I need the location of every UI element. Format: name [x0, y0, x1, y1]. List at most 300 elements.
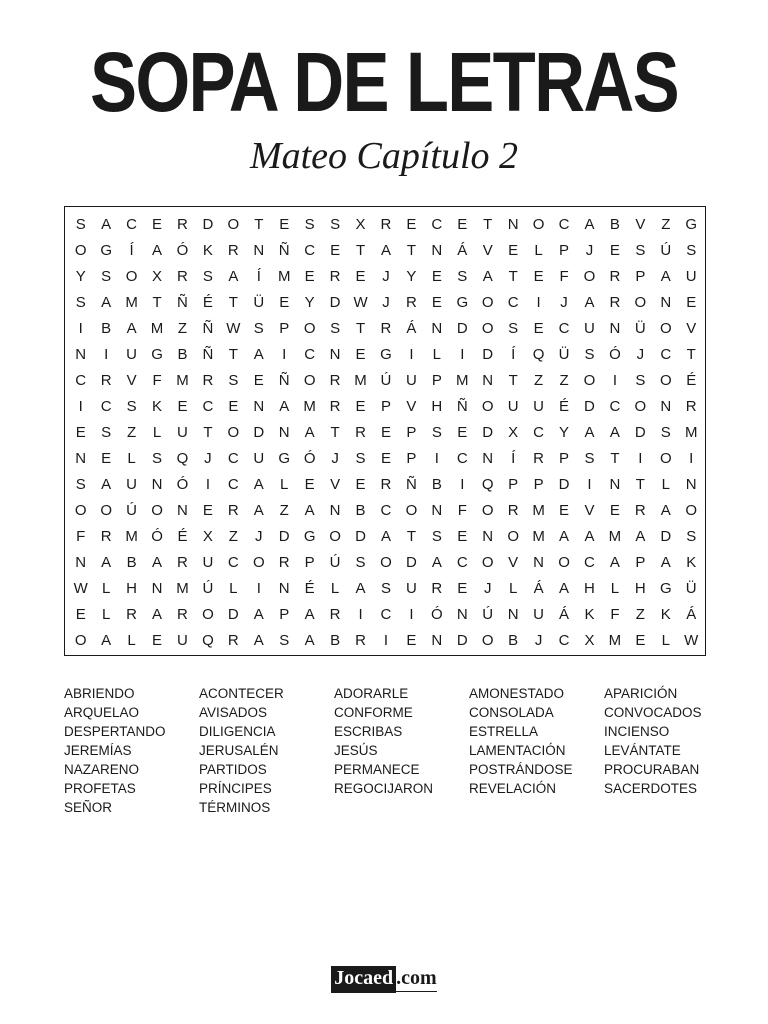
grid-letter: Á	[533, 580, 544, 597]
grid-letter: R	[329, 398, 341, 415]
grid-letter: I	[434, 450, 439, 467]
word-list-item: CONSOLADA	[469, 705, 554, 720]
grid-letter: Ó	[431, 606, 443, 623]
grid-letter: I	[358, 606, 363, 623]
word-list	[64, 684, 744, 817]
grid-letter: C	[558, 216, 570, 233]
grid-letter: O	[74, 632, 87, 649]
grid-letter: X	[355, 216, 366, 233]
grid-letter: N	[431, 320, 443, 337]
grid-letter: A	[253, 606, 264, 623]
grid-letter: P	[559, 450, 570, 467]
grid-letter: R	[609, 268, 621, 285]
grid-letter: G	[278, 450, 291, 467]
grid-letter: O	[481, 502, 494, 519]
grid-letter: N	[253, 242, 265, 259]
grid-letter: G	[380, 346, 392, 363]
grid-letter: A	[228, 268, 239, 285]
grid-letter: M	[532, 502, 545, 519]
grid-letter: U	[177, 424, 188, 441]
grid-letter: H	[584, 580, 595, 597]
grid-letter: E	[457, 528, 468, 545]
grid-letter: J	[204, 450, 212, 467]
grid-letter: N	[75, 346, 87, 363]
grid-letter: N	[507, 606, 519, 623]
grid-letter: Ó	[151, 528, 163, 545]
grid-letter: R	[431, 580, 443, 597]
grid-letter: Ú	[482, 606, 494, 623]
grid-letter: Ñ	[202, 346, 214, 363]
grid-letter: Ó	[609, 346, 621, 363]
grid-letter: E	[380, 450, 391, 467]
grid-letter: B	[101, 320, 112, 337]
grid-letter: Z	[177, 320, 188, 337]
grid-letter: Ú	[126, 502, 138, 519]
grid-letter: R	[405, 294, 417, 311]
grid-letter: S	[101, 268, 112, 285]
grid-letter: Q	[481, 476, 494, 493]
grid-letter: E	[406, 632, 417, 649]
grid-letter: É	[177, 528, 188, 545]
grid-letter: R	[634, 502, 646, 519]
grid-letter: L	[127, 632, 136, 649]
word-list-item: PROCURABAN	[604, 762, 700, 777]
grid-letter: V	[482, 242, 493, 259]
grid-letter: S	[279, 632, 290, 649]
grid-letter: B	[330, 632, 341, 649]
grid-letter: L	[432, 346, 442, 363]
grid-letter: Q	[532, 346, 545, 363]
grid-letter: Ü	[634, 320, 646, 337]
grid-letter: O	[125, 268, 138, 285]
grid-letter: P	[635, 554, 646, 571]
grid-letter: K	[686, 554, 697, 571]
grid-letter: P	[406, 424, 417, 441]
grid-letter: T	[686, 346, 696, 363]
grid-letter: I	[689, 450, 694, 467]
grid-letter: I	[460, 476, 465, 493]
grid-letter: R	[227, 502, 239, 519]
grid-letter: I	[282, 346, 287, 363]
grid-letter: E	[406, 216, 417, 233]
grid-letter: M	[684, 424, 698, 441]
grid-letter: R	[227, 632, 239, 649]
grid-letter: G	[151, 346, 163, 363]
grid-letter: E	[330, 242, 341, 259]
grid-letter: Ü	[558, 346, 570, 363]
grid-letter: E	[508, 242, 519, 259]
grid-letter: N	[75, 450, 87, 467]
grid-letter: Ú	[329, 554, 341, 571]
grid-letter: Y	[304, 294, 315, 311]
grid-letter: P	[380, 398, 391, 415]
grid-letter: O	[634, 398, 647, 415]
grid-letter: O	[227, 216, 240, 233]
grid-letter: A	[253, 502, 264, 519]
grid-letter: D	[482, 346, 494, 363]
grid-letter: É	[304, 580, 315, 597]
grid-letter: N	[660, 294, 672, 311]
grid-letter: S	[304, 216, 315, 233]
grid-letter: V	[635, 216, 646, 233]
grid-letter: E	[355, 268, 366, 285]
grid-letter: A	[304, 632, 315, 649]
grid-letter: C	[609, 398, 621, 415]
grid-letter: R	[100, 372, 112, 389]
grid-letter: F	[457, 502, 467, 519]
grid-letter: Ñ	[405, 476, 417, 493]
grid-letter: T	[330, 424, 340, 441]
grid-letter: L	[508, 580, 518, 597]
grid-letter: X	[202, 528, 213, 545]
grid-letter: A	[559, 528, 570, 545]
grid-letter: O	[481, 320, 494, 337]
grid-letter: V	[330, 476, 341, 493]
word-list-item: AVISADOS	[199, 705, 268, 720]
grid-letter: A	[431, 554, 442, 571]
grid-letter: M	[277, 268, 291, 285]
grid-letter: L	[101, 580, 111, 597]
grid-letter: I	[256, 580, 261, 597]
grid-letter: O	[405, 502, 418, 519]
grid-letter: M	[125, 294, 138, 311]
grid-letter: I	[78, 320, 83, 337]
grid-letter: A	[482, 268, 493, 285]
grid-letter: M	[150, 320, 164, 337]
grid-letter: B	[355, 502, 366, 519]
grid-letter: N	[685, 476, 697, 493]
grid-letter: N	[482, 372, 494, 389]
grid-letter: D	[482, 424, 494, 441]
grid-letter: R	[533, 450, 545, 467]
grid-letter: H	[431, 398, 443, 415]
grid-letter: C	[507, 294, 519, 311]
grid-letter: J	[382, 294, 390, 311]
grid-letter: V	[686, 320, 697, 337]
grid-letter: Á	[686, 606, 697, 623]
grid-letter: R	[227, 242, 239, 259]
grid-letter: O	[659, 450, 672, 467]
grid-letter: V	[126, 372, 137, 389]
grid-letter: V	[508, 554, 519, 571]
grid-letter: C	[660, 346, 672, 363]
grid-letter: N	[151, 580, 163, 597]
grid-letter: A	[152, 554, 163, 571]
grid-letter: R	[380, 216, 392, 233]
grid-letter: A	[304, 606, 315, 623]
grid-letter: L	[101, 606, 111, 623]
grid-letter: M	[176, 372, 189, 389]
grid-letter: D	[329, 294, 341, 311]
grid-letter: E	[533, 268, 544, 285]
grid-letter: H	[634, 580, 646, 597]
grid-letter: C	[126, 216, 138, 233]
grid-letter: F	[76, 528, 86, 545]
page-title: SOPA DE LETRAS	[89, 35, 679, 129]
grid-letter: E	[304, 476, 315, 493]
grid-letter: I	[612, 372, 617, 389]
grid-letter: A	[355, 580, 366, 597]
grid-letter: P	[508, 476, 519, 493]
grid-letter: E	[609, 242, 620, 259]
grid-letter: A	[253, 632, 264, 649]
grid-letter: S	[228, 372, 239, 389]
grid-letter: I	[78, 398, 83, 415]
grid-letter: Y	[406, 268, 417, 285]
grid-letter: M	[176, 580, 189, 597]
grid-letter: A	[304, 424, 315, 441]
grid-letter: N	[507, 216, 519, 233]
grid-letter: M	[456, 372, 469, 389]
grid-letter: E	[457, 580, 468, 597]
grid-letter: A	[152, 242, 163, 259]
word-list-item: REGOCIJARON	[334, 781, 434, 796]
grid-letter: I	[460, 346, 465, 363]
grid-letter: M	[125, 528, 138, 545]
grid-letter: É	[559, 398, 570, 415]
grid-letter: M	[303, 398, 316, 415]
grid-letter: U	[202, 554, 214, 571]
grid-letter: N	[609, 320, 621, 337]
grid-letter: O	[481, 632, 494, 649]
word-list-item: REVELACIÓN	[469, 781, 557, 796]
grid-letter: N	[329, 502, 341, 519]
grid-letter: R	[609, 294, 621, 311]
word-list-item: ARQUELAO	[64, 705, 140, 720]
grid-letter: D	[355, 528, 366, 545]
grid-letter: T	[203, 424, 213, 441]
word-list-item: CONFORME	[334, 705, 413, 720]
grid-letter: Z	[127, 424, 137, 441]
grid-letter: H	[126, 580, 138, 597]
grid-letter: P	[304, 554, 315, 571]
word-list-item: SEÑOR	[64, 800, 113, 815]
grid-letter: D	[405, 554, 417, 571]
logo-brand: Jocaed	[331, 966, 396, 993]
grid-letter: G	[685, 216, 698, 233]
grid-letter: S	[584, 450, 595, 467]
grid-letter: O	[634, 294, 647, 311]
word-list-item: JESÚS	[334, 743, 378, 758]
grid-letter: J	[585, 242, 594, 259]
grid-letter: O	[507, 528, 519, 545]
word-list-item: ADORARLE	[334, 686, 409, 701]
grid-letter: N	[431, 502, 443, 519]
grid-letter: E	[559, 502, 570, 519]
grid-letter: Z	[559, 372, 569, 389]
grid-letter: E	[304, 268, 315, 285]
grid-letter: Ú	[660, 242, 672, 259]
grid-letter: B	[431, 476, 442, 493]
grid-letter: R	[329, 606, 341, 623]
grid-letter: R	[126, 606, 138, 623]
grid-letter: A	[584, 216, 595, 233]
grid-letter: G	[659, 580, 672, 597]
grid-letter: Ó	[176, 476, 189, 493]
grid-letter: Ñ	[177, 294, 188, 311]
grid-letter: N	[456, 606, 468, 623]
word-list-item: ACONTECER	[199, 686, 284, 701]
word-list-item: DESPERTANDO	[64, 724, 166, 739]
grid-letter: N	[151, 476, 163, 493]
word-list-item: TÉRMINOS	[199, 800, 271, 815]
letter-grid	[68, 212, 704, 654]
grid-letter: U	[507, 398, 519, 415]
grid-letter: Z	[279, 502, 289, 519]
grid-letter: R	[507, 502, 519, 519]
grid-letter: J	[636, 346, 645, 363]
grid-letter: E	[355, 346, 366, 363]
grid-letter: T	[152, 294, 162, 311]
grid-letter: L	[152, 424, 162, 441]
grid-letter: D	[278, 528, 290, 545]
grid-letter: R	[278, 554, 290, 571]
grid-letter: I	[409, 606, 414, 623]
grid-letter: O	[252, 554, 265, 571]
grid-letter: O	[202, 606, 214, 623]
grid-letter: E	[202, 502, 213, 519]
grid-letter: U	[584, 320, 595, 337]
grid-letter: C	[227, 450, 239, 467]
grid-letter: W	[684, 632, 699, 649]
word-list-item: ESTRELLA	[469, 724, 539, 739]
grid-letter: Ú	[202, 580, 214, 597]
grid-letter: T	[406, 528, 416, 545]
grid-letter: N	[482, 528, 494, 545]
word-list-item: CONVOCADOS	[604, 705, 702, 720]
grid-letter: A	[380, 242, 391, 259]
grid-letter: D	[253, 424, 265, 441]
grid-letter: A	[101, 554, 112, 571]
grid-letter: R	[380, 320, 392, 337]
grid-letter: N	[253, 398, 265, 415]
word-list-item: APARICIÓN	[604, 686, 678, 701]
grid-letter: G	[100, 242, 112, 259]
grid-letter: N	[482, 450, 494, 467]
grid-letter: Ü	[253, 294, 265, 311]
grid-letter: N	[177, 502, 188, 519]
grid-letter: R	[329, 372, 341, 389]
grid-letter: O	[532, 216, 545, 233]
grid-letter: Ó	[303, 450, 316, 467]
grid-letter: U	[533, 606, 545, 623]
grid-letter: S	[75, 476, 86, 493]
grid-letter: A	[126, 320, 137, 337]
grid-letter: L	[534, 242, 543, 259]
grid-letter: R	[202, 372, 214, 389]
grid-letter: E	[152, 632, 163, 649]
word-list-item: PRÍNCIPES	[199, 781, 272, 796]
grid-letter: C	[304, 242, 316, 259]
grid-letter: P	[635, 268, 646, 285]
grid-letter: Ó	[176, 242, 189, 259]
word-list-item: SACERDOTES	[604, 781, 698, 796]
grid-letter: S	[686, 528, 697, 545]
grid-letter: S	[253, 320, 264, 337]
grid-letter: T	[254, 216, 264, 233]
grid-letter: N	[609, 476, 621, 493]
grid-letter: L	[661, 632, 670, 649]
grid-letter: É	[686, 372, 697, 389]
grid-letter: O	[481, 398, 494, 415]
word-search-grid	[64, 206, 706, 656]
grid-letter: I	[638, 450, 643, 467]
grid-letter: T	[355, 242, 366, 259]
grid-letter: I	[383, 632, 389, 649]
grid-letter: A	[635, 528, 646, 545]
grid-letter: Á	[457, 242, 468, 259]
grid-letter: C	[456, 450, 468, 467]
grid-letter: C	[584, 554, 595, 571]
grid-letter: E	[177, 398, 188, 415]
grid-letter: E	[279, 216, 290, 233]
grid-letter: X	[508, 424, 519, 441]
footer-logo[interactable]	[0, 966, 768, 993]
grid-letter: A	[304, 502, 315, 519]
grid-letter: O	[303, 372, 316, 389]
grid-letter: A	[584, 294, 595, 311]
grid-letter: S	[126, 398, 137, 415]
grid-letter: B	[126, 554, 137, 571]
grid-letter: D	[584, 398, 595, 415]
grid-letter: B	[508, 632, 519, 649]
grid-letter: S	[75, 216, 86, 233]
grid-letter: C	[100, 398, 112, 415]
grid-letter: F	[559, 268, 569, 285]
grid-letter: I	[205, 476, 210, 493]
grid-letter: B	[609, 216, 620, 233]
grid-letter: L	[229, 580, 238, 597]
grid-letter: S	[330, 216, 341, 233]
grid-letter: N	[329, 346, 341, 363]
grid-letter: O	[227, 424, 240, 441]
grid-letter: X	[584, 632, 595, 649]
grid-letter: G	[456, 294, 469, 311]
grid-letter: Q	[202, 632, 214, 649]
grid-letter: O	[151, 502, 163, 519]
grid-letter: D	[660, 528, 672, 545]
grid-letter: I	[587, 476, 592, 493]
logo-domain: .com	[396, 967, 437, 992]
grid-letter: V	[406, 398, 417, 415]
grid-letter: M	[354, 372, 367, 389]
grid-letter: Á	[406, 320, 417, 337]
grid-letter: E	[686, 294, 697, 311]
grid-letter: V	[584, 502, 595, 519]
grid-letter: U	[405, 580, 417, 597]
word-list-item: ESCRIBAS	[334, 724, 403, 739]
grid-letter: S	[355, 450, 366, 467]
grid-letter: E	[279, 294, 290, 311]
grid-letter: O	[685, 502, 698, 519]
grid-letter: K	[660, 606, 671, 623]
grid-letter: J	[534, 632, 543, 649]
grid-letter: N	[660, 398, 672, 415]
grid-letter: S	[152, 450, 163, 467]
grid-letter: M	[608, 632, 622, 649]
grid-letter: A	[559, 580, 570, 597]
grid-letter: Á	[559, 606, 570, 623]
grid-letter: R	[329, 268, 341, 285]
grid-letter: M	[532, 528, 545, 545]
grid-letter: P	[533, 476, 544, 493]
grid-letter: J	[331, 450, 339, 467]
grid-letter: M	[608, 528, 622, 545]
grid-letter: P	[559, 242, 570, 259]
grid-letter: T	[406, 242, 416, 259]
grid-letter: Z	[534, 372, 544, 389]
grid-letter: S	[457, 268, 468, 285]
